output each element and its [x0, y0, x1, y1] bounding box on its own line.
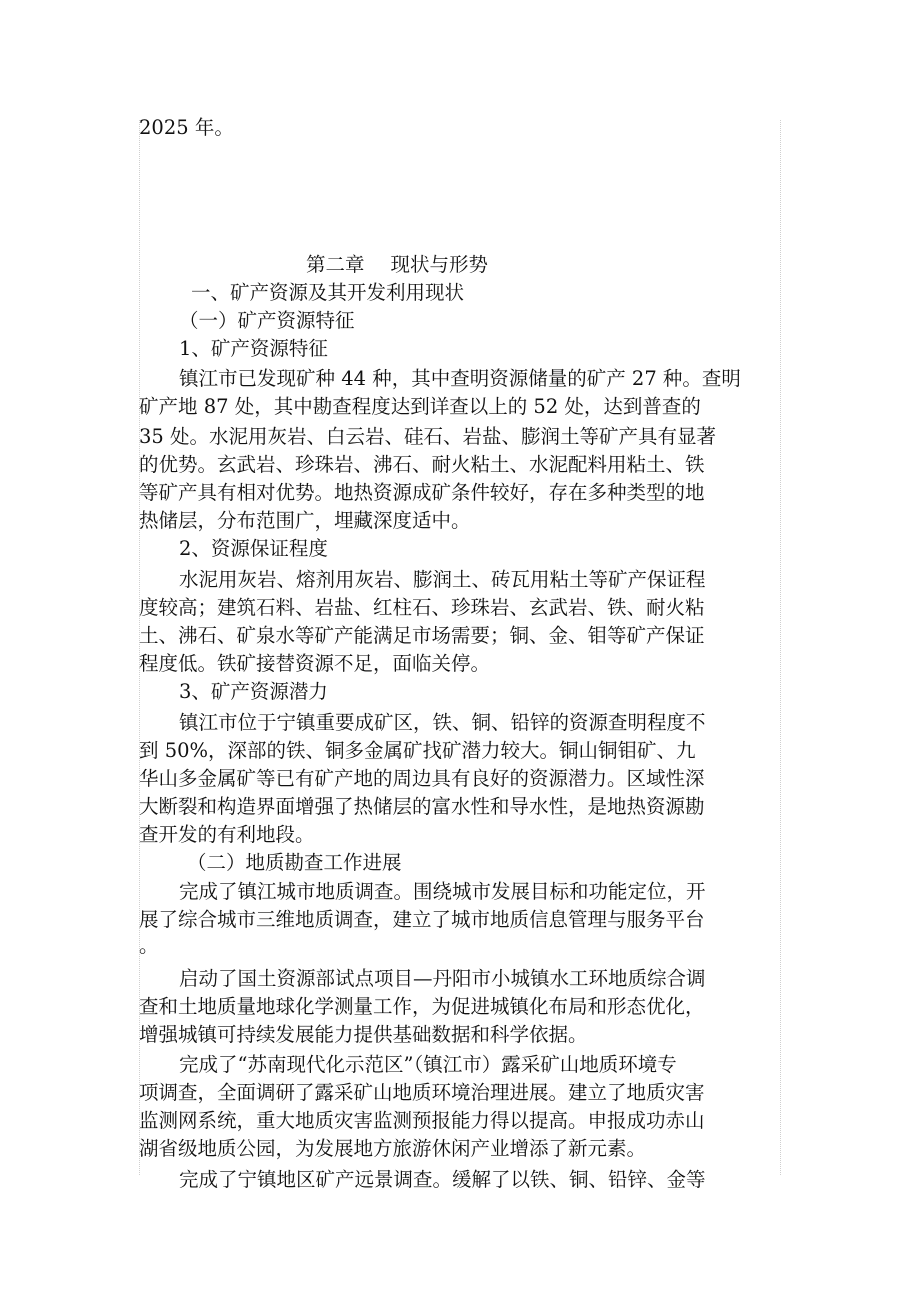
item-heading: 2、资源保证程度: [179, 537, 328, 560]
paragraph-line: 水泥用灰岩、熔剂用灰岩、膨润土、砖瓦用粘土等矿产保证程: [179, 568, 706, 591]
subsection-heading: （一）矿产资源特征: [179, 309, 355, 332]
text-line: 2025 年。: [139, 116, 234, 139]
chapter-title: [306, 251, 488, 279]
paragraph-line: 镇江市位于宁镇重要成矿区，铁、铜、铅锌的资源查明程度不: [179, 711, 706, 734]
item-heading: 1、矿产资源特征: [179, 337, 328, 360]
paragraph-line: 展了综合城市三维地质调查，建立了城市地质信息管理与服务平台: [139, 908, 705, 931]
paragraph-line: 完成了镇江城市地质调查。围绕城市发展目标和功能定位，开: [179, 880, 706, 903]
paragraph-line: 。: [139, 934, 159, 957]
paragraph-line: 度较高；建筑石料、岩盐、红柱石、珍珠岩、玄武岩、铁、耐火粘: [139, 596, 705, 619]
paragraph-line: 完成了宁镇地区矿产远景调查。缓解了以铁、铜、铅锌、金等: [179, 1168, 706, 1191]
paragraph-line: 土、沸石、矿泉水等矿产能满足市场需要；铜、金、钼等矿产保证: [139, 624, 705, 647]
paragraph-line: 华山多金属矿等已有矿产地的周边具有良好的资源潜力。区域性深: [139, 767, 705, 790]
paragraph-line: 程度低。铁矿接替资源不足，面临关停。: [139, 652, 491, 675]
paragraph-line: 项调查，全面调研了露采矿山地质环境治理进展。建立了地质灾害: [139, 1081, 705, 1104]
paragraph-line: 增强城镇可持续发展能力提供基础数据和科学依据。: [139, 1023, 588, 1046]
paragraph-line: 等矿产具有相对优势。地热资源成矿条件较好，存在多种类型的地: [139, 481, 705, 504]
paragraph-line: 查和土地质量地球化学测量工作，为促进城镇化布局和形态优化，: [139, 995, 705, 1018]
paragraph-line: 35 处。水泥用灰岩、白云岩、硅石、岩盐、膨润土等矿产具有显著: [139, 425, 717, 448]
paragraph-line: 的优势。玄武岩、珍珠岩、沸石、耐火粘土、水泥配料用粘土、铁: [139, 453, 705, 476]
page-margin-line-right: [780, 120, 781, 1175]
paragraph-line: 到 50%，深部的铁、铜多金属矿找矿潜力较大。铜山铜钼矿、九: [139, 739, 696, 762]
paragraph-line: 镇江市已发现矿种 44 种，其中查明资源储量的矿产 27 种。查明: [179, 367, 741, 390]
paragraph-line: 启动了国土资源部试点项目—丹阳市小城镇水工环地质综合调: [179, 967, 706, 990]
section-heading: 一、矿产资源及其开发利用现状: [191, 281, 465, 304]
paragraph-line: 监测网系统，重大地质灾害监测预报能力得以提高。申报成功赤山: [139, 1109, 705, 1132]
paragraph-line: 完成了“苏南现代化示范区”（镇江市）露采矿山地质环境专: [179, 1053, 677, 1076]
item-heading: 3、矿产资源潜力: [179, 680, 328, 703]
subsection-heading: （二）地质勘查工作进展: [187, 851, 402, 874]
chapter-number: 第二章: [306, 253, 365, 276]
chapter-name: 现状与形势: [390, 253, 489, 276]
paragraph-line: 热储层，分布范围广，埋藏深度适中。: [139, 509, 471, 532]
paragraph-line: 湖省级地质公园，为发展地方旅游休闲产业增添了新元素。: [139, 1137, 647, 1160]
paragraph-line: 大断裂和构造界面增强了热储层的富水性和导水性，是地热资源勘: [139, 795, 705, 818]
paragraph-line: 矿产地 87 处，其中勘查程度达到详查以上的 52 处，达到普查的: [139, 395, 701, 418]
paragraph-line: 查开发的有利地段。: [139, 823, 315, 846]
